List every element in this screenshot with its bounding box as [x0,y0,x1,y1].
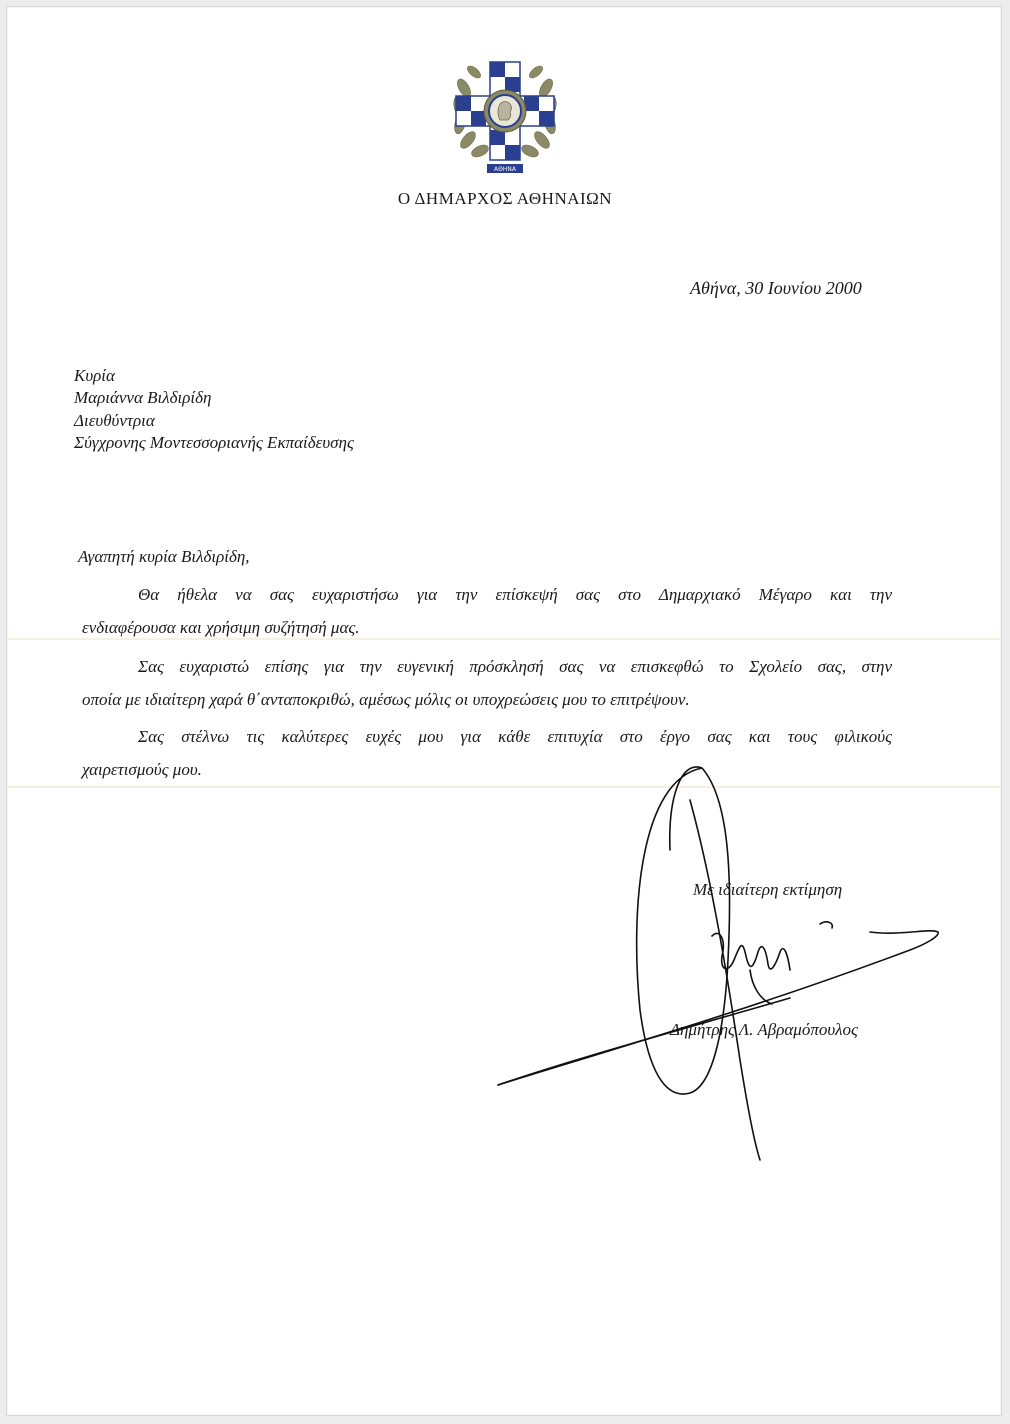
paragraph-line: Σας στέλνω τις καλύτερες ευχές μου για κάθε επιτυχία στο έργο σας και τους φιλικούς [138,727,892,746]
body-paragraph [82,650,892,716]
athens-emblem-icon [450,58,560,180]
paragraph-line: χαιρετισμούς μου. [82,760,202,779]
letter-date: Αθήνα, 30 Ιουνίου 2000 [690,278,862,298]
paragraph-line: ενδιαφέρουσα και χρήσιμη συζήτησή μας. [82,618,360,637]
salutation: Αγαπητή κυρία Βιλδιρίδη, [78,547,250,566]
recipient-organization: Σύγχρονης Μοντεσσοριανής Εκπαίδευσης [74,433,354,452]
paragraph-line: οποία με ιδιαίτερη χαρά θ΄ανταποκριθώ, αμέσως μόλις οι υποχρεώσεις μου το επιτρέψουν. [82,690,690,709]
letterhead-title: Ο ΔΗΜΑΡΧΟΣ ΑΘΗΝΑΙΩΝ [397,189,613,208]
recipient-title: Διευθύντρια [74,411,155,430]
paragraph-line: Σας ευχαριστώ επίσης για την ευγενική πρόσκλησή σας να επισκεφθώ το Σχολείο σας, στην [138,657,892,676]
recipient-line: Κυρία [74,366,115,385]
recipient-name: Μαριάννα Βιλδιρίδη [74,388,212,407]
body-paragraph [82,578,892,644]
paragraph-line: Θα ήθελα να σας ευχαριστήσω για την επίσκεψή σας στο Δημαρχιακό Μέγαρο και την [138,585,892,604]
closing-text: Με ιδιαίτερη εκτίμηση [693,880,843,899]
signer-name: Δημήτρης Λ. Αβραμόπουλος [670,1020,858,1039]
emblem-ribbon-text: ΑΘΗΝΑ [494,166,516,173]
handwritten-signature [490,760,950,1170]
